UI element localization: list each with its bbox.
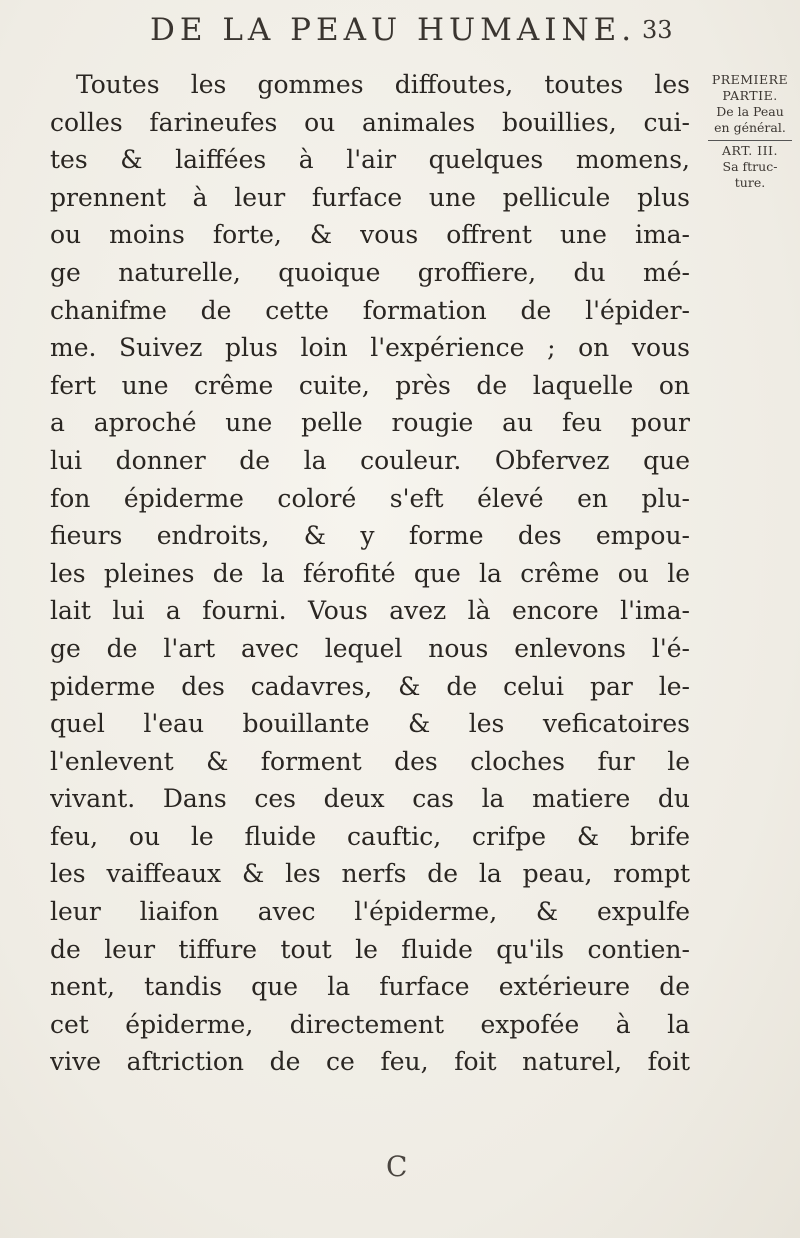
text-line: vivant. Dans ces deux cas la matiere du	[50, 784, 690, 814]
text-line: prennent à leur furface une pellicule plus	[50, 182, 690, 212]
margin-note-line: PARTIE.	[722, 88, 778, 103]
text-line: ou moins forte, & vous offrent une ima-	[50, 220, 690, 250]
text-line: piderme des cadavres, & de celui par le-	[50, 671, 690, 701]
text-line: vive aftriction de ce feu, foit naturel, foit	[50, 1047, 690, 1077]
text-line: l'enlevent & forment des cloches fur le	[50, 746, 690, 776]
text-line: de leur tiffure tout le fluide qu'ils contien-	[50, 934, 690, 964]
margin-note-divider	[708, 140, 792, 141]
text-line: chanifme de cette formation de l'épider-	[50, 295, 690, 325]
text-line: nent, tandis que la furface extérieure de	[50, 972, 690, 1002]
margin-note-line: ART. III.	[722, 143, 778, 158]
text-line: ge naturelle, quoique groffiere, du mé-	[50, 257, 690, 287]
text-line: quel l'eau bouillante & les veficatoires	[50, 709, 690, 739]
text-line: feu, ou le fluide cauftic, crifpe & brife	[50, 821, 690, 851]
page-number: 33	[642, 16, 673, 44]
text-line: fon épiderme coloré s'eft élevé en plu-	[50, 483, 690, 513]
margin-note-line: PREMIERE	[711, 72, 789, 87]
margin-note	[702, 72, 798, 191]
text-line: me. Suivez plus loin l'expérience ; on vous	[50, 333, 690, 363]
text-line: tes & laiffées à l'air quelques momens,	[50, 145, 690, 175]
running-head	[150, 12, 710, 52]
text-line: a aproché une pelle rougie au feu pour	[50, 408, 690, 438]
text-line: les vaiffeaux & les nerfs de la peau, rompt	[50, 859, 690, 889]
text-line: colles farineufes ou animales bouillies, cui-	[50, 107, 690, 137]
margin-note-line: De la Peau	[716, 104, 784, 119]
margin-note-line: ture.	[734, 175, 766, 190]
text-line: fert une crême cuite, près de laquelle on	[50, 370, 690, 400]
running-head-title: DE LA PEAU HUMAINE.	[150, 12, 637, 48]
margin-note-line: en général.	[714, 120, 786, 135]
margin-note-line: Sa ftruc-	[722, 159, 778, 174]
text-line: lui donner de la couleur. Obfervez que	[50, 445, 690, 475]
text-line: leur liaifon avec l'épiderme, & expulfe	[50, 897, 690, 927]
text-line: cet épiderme, directement expofée à la	[50, 1009, 690, 1039]
signature-mark: C	[386, 1150, 408, 1183]
text-line: ge de l'art avec lequel nous enlevons l'é-	[50, 633, 690, 663]
text-line: lait lui a fourni. Vous avez là encore l'ima-	[50, 596, 690, 626]
text-line: fieurs endroits, & y forme des empou-	[50, 521, 690, 551]
text-line: Toutes les gommes diffoutes, toutes les	[76, 70, 690, 99]
text-line: les pleines de la férofité que la crême ou le	[50, 558, 690, 588]
body-text	[50, 66, 690, 1081]
